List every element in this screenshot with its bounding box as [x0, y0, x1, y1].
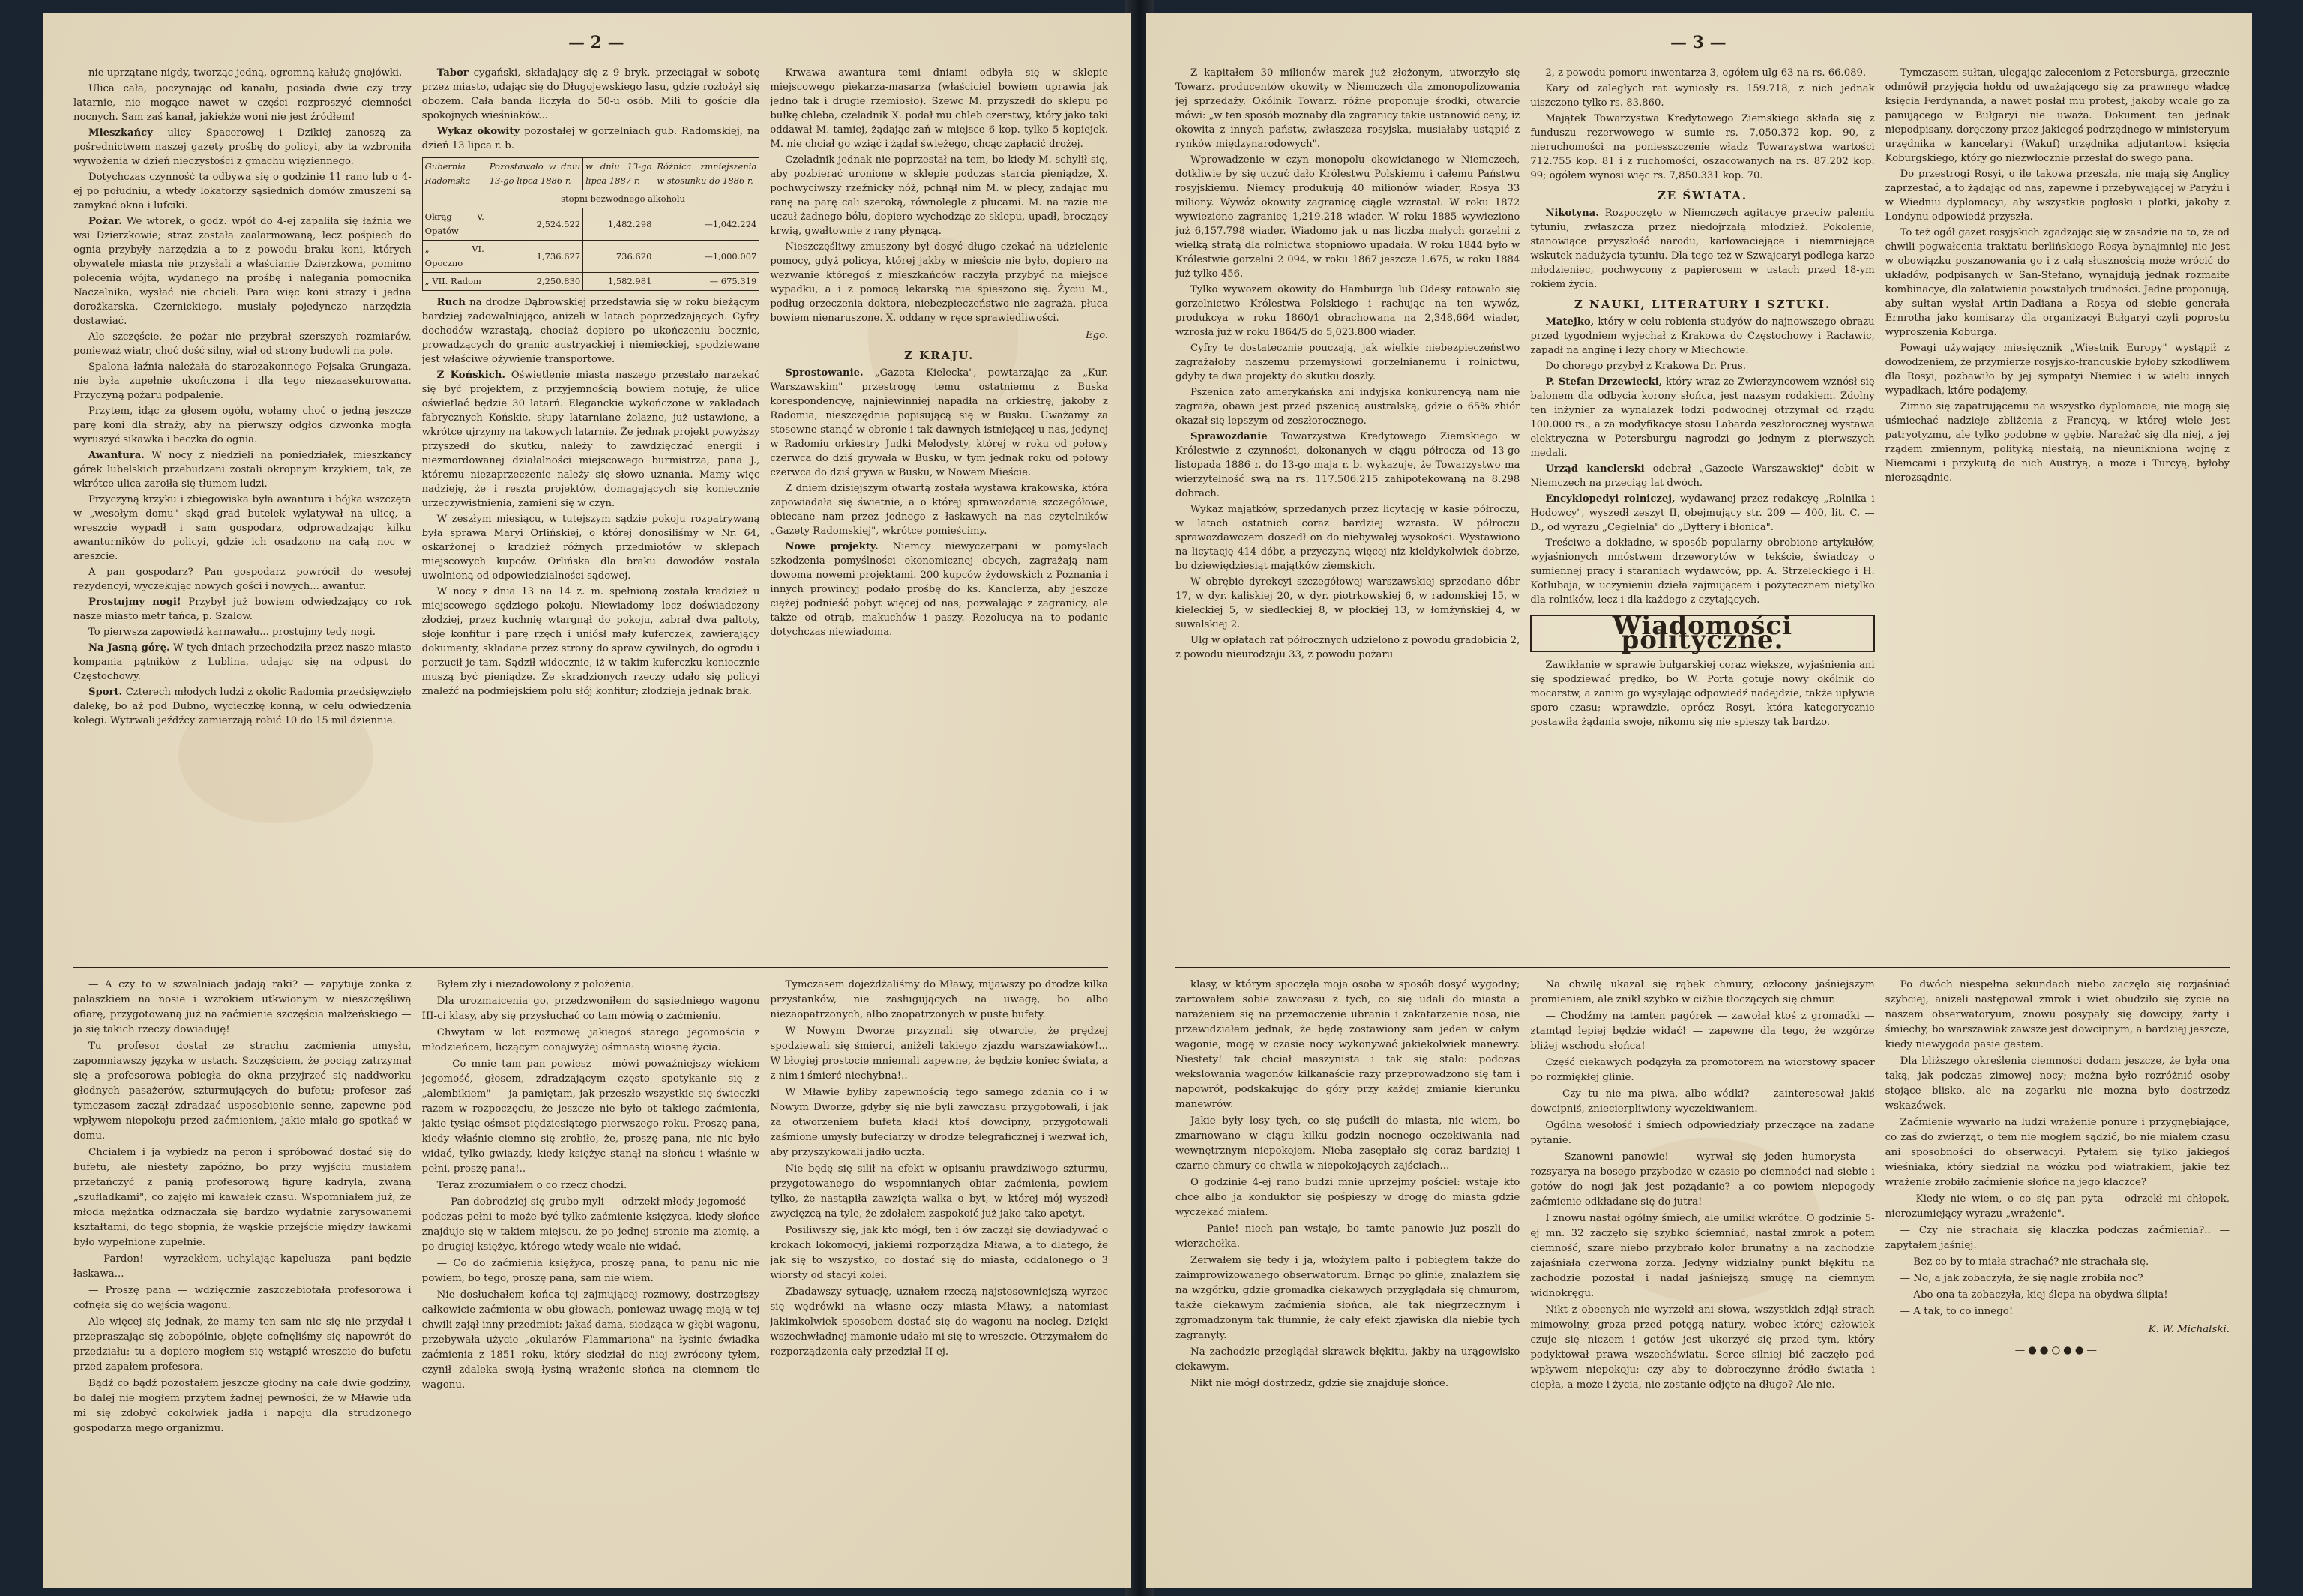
paragraph-text: Zawikłanie w sprawie bułgarskiej coraz większe, wyjaśnienia ani się spodziewać prędko, bo W. Porta gotuje nowy okólnik do mocarstw, a zanim go wysyłając odpowiedź nadejdzie, także upływie sporo czasu; wprawdzie, oprócz Rosyi, która kategorycznie postawiła żądania swoje, nikomu się nie spieszy tak bardzo.: [1530, 660, 1875, 728]
table-cell: 1,736.627: [487, 241, 582, 273]
paragraph-text: W obrębie dyrekcyi szczegółowej warszawskiej sprzedano dóbr 17, w dyr. kaliskiej 20, w dyr. piotrkowskiej 6, w radomskiej 15, w kieleckiej 5, w siedleckiej 8, w płockiej 13, w łomżyńskiej 4, w suwalskiej 2.: [1175, 576, 1520, 630]
paragraph-text: Cyfry te dostatecznie pouczają, jak wielkie niebezpieczeństwo zagrażałoby naszemu przemysłowi gorzelnianemu i rolnictwu, gdyby te dwa projekty do skutku doszły.: [1175, 343, 1520, 382]
paragraph-text: Czterech młodych ludzi z okolic Radomia przedsięwzięło dalekę, bo aż pod Dubno, wycieczkę konną, w celu odwiedzenia kolegi. Wytrwali jeźdźcy zamierzają robić 10 do 15 mil dziennie.: [73, 687, 412, 726]
paragraph: [1530, 978, 1874, 1008]
ornament: —●●○●●—: [2014, 1345, 2100, 1356]
paragraph-text: W Mławie byliby zapewnością tego samego zdania co i w Nowym Dworze, gdyby się nie byli zawczasu przygotowali, i jak za otworzeniem bufeta kładł ktoś dowcipny, przygotowali zaśmione umysły bufeciarzy w drodze telegraficznej i wezwał ich, aby przyszykowali jadło uczta.: [770, 1087, 1109, 1158]
paragraph: [770, 240, 1108, 325]
paragraph-text: We wtorek, o godz. wpół do 4-ej zapaliła się łaźnia we wsi Dzierzkowie; straż została zaalarmowaną, lecz pośpiech do ognia przybyły narzędzia a to z powodu braku koni, których obywatele miasta nie przysłali a właścianie Dzierzkowa, pomimo polecenia wójta, wydanego na prośbę i nalegania pomocnika Naczelnika, wysłać nie chcieli. Para więc koni strazy i jedna dorożkarska, Czernickiego, musiały pojedynczo narzędzia dostawiać.: [73, 216, 412, 327]
paragraph: [73, 1283, 412, 1313]
paragraph: [1885, 1223, 2230, 1253]
paragraph-text: Nieszczęśliwy zmuszony był dosyć długo czekać na udzielenie pomocy, gdyż policya, której jakby w mieście nie było, dopiero na wezwanie któregoś z mieszkańców raczyła przybyć na miejsce wypadku, a i z pomocą lekarską nie śpieszono się. Życiu M., podług orzeczenia doktora, niebezpieczeństwo nie zagraża, płuca bowiem nienaruszone. X. oddany w ręce sprawiedliwości.: [770, 241, 1109, 324]
paragraph: [73, 493, 412, 564]
table-cell: Okrąg V. Opatów: [422, 208, 487, 241]
paragraph-text: ulicy Spacerowej i Dzikiej zanoszą za pośrednictwem naszej gazety prośbę do policyi, aby ta wzbroniła wywożenia w dzień nieczystości z gmachu więziennego.: [73, 127, 412, 167]
paragraph-lead: Matejko,: [1545, 316, 1595, 328]
paragraph: [73, 1145, 412, 1250]
paragraph: [1530, 1118, 1874, 1148]
paragraph-lead: Z Końskich.: [436, 370, 505, 381]
paragraph-text: Ulica cała, poczynając od kanału, posiada dwie czy trzy latarnie, nie mogące nawet w części rozproszyć ciemności nocnych. Sam zaś kanał, jakiekże woni nie jest źródłem!: [73, 83, 412, 123]
right-page: [1146, 13, 2252, 1588]
paragraph: [1530, 1211, 1874, 1301]
paragraph: [73, 1039, 412, 1144]
paragraph: [73, 214, 412, 328]
paragraph: [422, 295, 760, 367]
paragraph: [422, 585, 760, 699]
paragraph-text: Przytem, idąc za głosem ogółu, wołamy choć o jedną jeszcze parę koni dla straży, aby na pierwszy odgłos dzwonka mogła wyruszyć sikawka i beczka do ognia.: [73, 406, 412, 445]
paragraph: [1885, 226, 2230, 340]
paragraph-text: Majątek Towarzystwa Kredytowego Ziemskiego składa się z funduszu rezerwowego w sumie rs. 7,050.372 kop. 90, z nieruchomości na poniesszczenie władz Towarzystwa wartości 712.755 kop. 81 i z ruchomości, oszacowanych na rs. 87.202 kop. 99; ogółem wynosi więc rs. 7,850.331 kop. 70.: [1530, 113, 1875, 181]
paragraph: [770, 153, 1108, 238]
paragraph-lead: Sport.: [88, 687, 123, 698]
table-row: [422, 273, 759, 291]
paragraph: [73, 360, 412, 403]
paragraph: [1885, 978, 2230, 1053]
signature: Ego.: [1086, 330, 1109, 341]
paragraph-text: Teraz zrozumiałem o co rzecz chodzi.: [436, 1180, 627, 1191]
paragraph-lead: Tabor: [436, 67, 469, 79]
paragraph: [73, 448, 412, 491]
paragraph-text: na drodze Dąbrowskiej przedstawia się w roku bieżącym bardziej zadowalniająco, aniżeli w latach poprzedzających. Cyfry dochodów wzrastają, chociaż dopiero po ukończeniu bocznic, prowadzących do granic austryackiej i niemieckiej, spodziewane jest właściwe ożywienie transportowe.: [421, 297, 760, 365]
paragraph-text: Dotychczas czynność ta odbywa się o godzinie 11 rano lub o 4-ej po południu, a wtedy lokatorzy sąsiednich domów zmuszeni są zamykać okna i lufciki.: [73, 172, 412, 211]
paragraph-text: Zimno się zapatrującemu na wszystko dyplomacie, nie mogą się uśmiechać nadzieje zbliżenia z Francyą, w której wiele jest patryotyzmu, ale tylko podobne w gębie. Narażać się dla niej, z jej rządem zmiennym, polityką niestałą, na nieunikniona wojnę z Niemcami i przykutą do nich Austryą, a może i Turcyą, byłoby nierozsądnie.: [1885, 401, 2230, 484]
paragraph-text: — Co do zaćmienia księżyca, proszę pana, to panu nic nie powiem, bo tego, proszę pana, sam nie wiem.: [421, 1258, 760, 1284]
paragraph-text: który wraz ze Zwierzyncowem wznósł się balonem dla odbycia korony słońca, jest nazsym rodakiem. Zdolny ten inżynier za wynalazek łodzi podwodnej otrzymał od rządu 100.000 rs., a za modyfikacye stosu Labarda zeszłorocznej wystawa elektryczna w Petersburgu nagrodzi go jednym z pierwszych medali.: [1530, 376, 1875, 459]
paragraph-text: — Kiedy nie wiem, o co się pan pyta — odrzekł mi chłopek, nierozumiejący wyrazu „wrażenie".: [1885, 1193, 2230, 1220]
paragraph: [422, 1178, 760, 1193]
paragraph-text: I znowu nastał ogólny śmiech, ale umilkł wkrótce. O godzinie 5-ej mn. 32 zaczęło się szybko ściemniać, nastał zmrok a potem ciemność, szare niebo przybrało kolor brunatny a na zachodzie zajaśniała czerwona zorza. Jedyny widzialny punkt błękitu na zachodzie pozostał i nadał jaśniejszą smugę na ciemnym widnokręgu.: [1530, 1213, 1875, 1299]
paragraph: [1530, 315, 1874, 358]
paragraph-lead: Na Jasną górę.: [88, 642, 170, 654]
paragraph-text: — Chodźmy na tamten pagórek — zawołał ktoś z gromadki — ztamtąd lepiej będzie widać! — zapewne dla tego, że wzgórze bliżej wschodu słońca!: [1530, 1011, 1875, 1052]
paragraph-text: Czeladnik jednak nie poprzestał na tem, bo kiedy M. schylił się, aby pozbierać uronione w sklepie podczas starcia pieniądze, X. pochwyciwszy rzeźnicky nóż, pchnął nim M. w plecy, zadając mu ranę na parę cali szeroką, równoległe z płucami. M. na razie nie uczuł żadnego bólu, dopiero wychodząc ze sklepu, upadł, broczący krwią, gwałtownie z rany płynącą.: [770, 154, 1109, 237]
column: [422, 66, 760, 966]
paragraph: [1885, 1192, 2230, 1222]
paragraph-lead: P. Stefan Drzewiecki,: [1545, 376, 1663, 388]
paragraph-text: Zaćmienie wywarło na ludzi wrażenie ponure i przygnębiające, co zaś do zwierząt, o tem nie mogłem sądzić, bo nie miałem czasu ani sposobności do obserwacyi. Pytałem się tylko jakiegoś wieśniaka, który siedział na wózku pod wiatrakiem, jakie też wrażenie zrobiło zaćmienie słońce na jego klaczce?: [1885, 1117, 2230, 1188]
paragraph: [1175, 633, 1520, 662]
page-number: — 3 —: [1670, 33, 1727, 52]
paragraph-text: który w celu robienia studyów do najnowszego obrazu przed tygodniem wyjechał z Krakowa do Częstochowy i Racławic, zapadł na anginę i leży chory w Miechowie.: [1530, 316, 1875, 356]
table-cell: „ VII. Radom: [422, 273, 487, 291]
paragraph: [770, 978, 1108, 1023]
paragraph: [1530, 112, 1874, 183]
paragraph: [73, 82, 412, 124]
paragraph-text: — A tak, to co innego!: [1900, 1306, 2014, 1317]
table-cell: 2,250.830: [487, 273, 582, 291]
paragraph: [770, 1285, 1108, 1360]
paragraph-text: Nikt nie mógł dostrzedz, gdzie się znajduje słońce.: [1190, 1378, 1449, 1389]
paragraph: [73, 404, 412, 447]
paragraph: [422, 66, 760, 123]
paragraph: [422, 1026, 760, 1056]
paragraph: [422, 124, 760, 153]
paragraph-lead: Nowe projekty.: [785, 541, 879, 552]
paragraph-text: Nie dosłuchałem końca tej zajmującej rozmowy, dostrzegłszy całkowicie zaćmienia w obu głowach, ponieważ uwagę moją w tej chwili zajął inny przedmiot: jakaś dama, siedząca w głębi wagonu, przebywała użycie „okularów Flammariona" na łysinie świadka zaćmienia z 1851 roku, który siedział do niej zwrócony tyłem, czynił zdaleka swoją łysiną wrażenie słońca na ciemnem tle wagonu.: [421, 1289, 760, 1391]
paragraph-text: Przybył już bowiem odwiedzający co rok nasze miasto metr tańca, p. Szalow.: [73, 597, 412, 622]
paragraph-text: Powagi używający miesięcznik „Wiestnik Europy" wystąpił z dowodzeniem, że przymierze rosyjsko-francuskie byłoby szkodliwem dla Rosyi, pozbawiło by jej sympatyi Niemiec i w wielu innych wypadkach, które podajemy.: [1885, 343, 2230, 397]
paragraph: [1530, 1009, 1874, 1054]
paragraph-text: W nocy z niedzieli na poniedziałek, mieszkańcy górek lubelskich przebudzeni zostali okropnym krzykiem, tak, że wkrótce ulica zaroiła się tłumem ludzi.: [73, 450, 412, 490]
paragraph-lead: Wykaz okowity: [436, 126, 520, 137]
paragraph: [73, 66, 412, 80]
paragraph: [73, 1252, 412, 1282]
paragraph: [770, 1162, 1108, 1222]
paragraph: [1530, 375, 1874, 460]
left-page: [43, 13, 1131, 1588]
paragraph: [422, 512, 760, 583]
paragraph: [422, 1288, 760, 1393]
paragraph-text: wydawanej przez redakcyę „Rolnika i Hodowcy", wyszedł zeszyt II, obejmujący str. 209 — 400, lit. C. — D., od wyrazu „Cegielnia" do „Dyftery i błonica".: [1530, 493, 1875, 533]
paragraph-text: To pierwsza zapowiedź karnawału... prostujmy tedy nogi.: [88, 627, 376, 638]
feuilleton-column: [73, 978, 412, 1558]
paragraph: [73, 625, 412, 639]
paragraph: [1530, 359, 1874, 373]
paragraph-text: Z kapitałem 30 milionów marek już złożonym, utworzyło się Towarz. producentów okowity w Niemczech dla zmonopolizowania jej sprzedaży. Okólnik Towarz. różne proponuje środki, otwarcie mówi: „w ten sposób możnaby dla zagranicy takie ustanowić ceny, iż okowita z innych państw, zwłaszcza rosyjska, musiałaby ustąpić z rynków międzynarodowych".: [1175, 67, 1520, 150]
paragraph: [1885, 1255, 2230, 1270]
paragraph: [1175, 385, 1520, 428]
paragraph-text: Niemcy niewyczerpani w pomysłach szkodzenia pomyślności ekonomicznej obcych, zagrażają nam dowoma nowemi projektami. 200 kupców żydowskich z Poznania i innych prowincyj podało prośbę do ks. Kanclerza, aby jeszcze ciężej podnieść pobyt więcej od nas, pozwalając z zagranicy, ale także od otrąb, makuchów i paszy. Rezolucya na to podanie dotychczas niewiadoma.: [770, 541, 1109, 638]
paragraph: [1175, 1175, 1520, 1220]
paragraph: [422, 368, 760, 511]
paragraph-text: Tylko wywozem okowity do Hamburga lub Odesy ratowało się gorzelnictwo Królestwa Polskiego i rachując na ten wywóz, produkcya w roku 1860/1 obrachowana na 2,348,664 wiader, wzrosła już w roku 1864/5 do 5,023.800 wiader.: [1175, 284, 1520, 338]
paragraph-text: Po dwóch niespełna sekundach niebo zaczęło się rozjaśniać szybciej, aniżeli następował zmrok i wiet obudziło się życie na naszem obserwatoryum, znowu posypały się dowcipy, żarty i śmiechy, bo warszawiak zawsze jest dowcipnym, a bardziej jeszcze, kiedy niewygoda pasie gestem.: [1885, 979, 2230, 1050]
paragraph: [73, 1376, 412, 1436]
paragraph-text: Chciałem i ja wybiedz na peron i spróbować dostać się do bufetu, ale niestety zapóźno, bo przy wyjściu musiałem przetańczyć z panią profesorową figurę kadryla, zwaną „szufladkami", co zajęło mi kawałek czasu. Wspomniałem już, że młoda mężatka odznaczała się bardzo wydatnie zarysowanemi kształtami, do tego stopnia, że wąskie przejście między ławkami było wypełnione zupełnie.: [73, 1147, 412, 1248]
table-row: [422, 241, 759, 273]
paragraph: [770, 481, 1108, 538]
paragraph: [1175, 1222, 1520, 1252]
paragraph-text: Na zachodzie przeglądał skrawek błękitu, jakby na urągowisko ciekawym.: [1175, 1346, 1520, 1373]
table-row: [422, 208, 759, 241]
paragraph-text: Oświetlenie miasta naszego przestało narzekać się być projektem, z przyjemnością bowiem notuję, że ulice oświetlać będzie 30 latarń. Eleganckie wykończone w zakładach fabrycznych Końskie, słupy latarniane żelazne, już ustawione, a wkrótce ujrzymy na takowych latarnie. Że jednak projekt powyższy przyszedł do skutku, należy to zawdzięczać energii i niezmordowanej działalności miejscowego burmistrza, pana J., któremu niezaprzeczenie należy się słowo uznania. Mamy więc nadzieję, że i reszta projektów, domagających się koniecznie urzeczywistnienia, zamieni się w czyn.: [421, 370, 760, 509]
paragraph-text: O godzinie 4-ej rano budzi mnie uprzejmy pościel: wstaje kto chce albo ja konduktor się pośpieszy w drogę do miasta gdzie wyczekać miałem.: [1175, 1177, 1520, 1218]
paragraph-text: — Szanowni panowie! — wyrwał się jeden humorysta — rozsyarya na bosego przybodze w czasie po ciemności nad siebie i gotów do nogi jak jest pożądanie? a co powiem niepogody zaćmienie odkładane się do jutra!: [1530, 1151, 1875, 1208]
paragraph: [1530, 1150, 1874, 1210]
paragraph: [422, 994, 760, 1024]
table-cell: — 675.319: [654, 273, 759, 291]
table-cell: 736.620: [583, 241, 654, 273]
paragraph: [73, 641, 412, 684]
paragraph-text: Byłem zły i niezadowolony z położenia.: [436, 979, 635, 990]
paragraph: [1175, 1345, 1520, 1375]
paragraph-text: Wykaz majątków, sprzedanych przez licytację w kasie półroczu, w latach ostatnich coraz bardziej wzrasta. W półroczu sprawozdawczem doszedł on do niebywałej wysokości. Wystawiono na licytację 414 dóbr, a przyczyną więcej niż kieldykolwiek dobrze, bo dziewiędziesiąt majątków ziemskich.: [1175, 504, 1520, 572]
paragraph-lead: Encyklopedyi rolniczej,: [1545, 493, 1676, 505]
paragraph-text: Ale szczęście, że pożar nie przybrał szerszych rozmiarów, ponieważ wiatr, choć dość silny, wiał od strony budowli na pole.: [73, 331, 412, 357]
paragraph: [1175, 341, 1520, 384]
paragraph: [73, 330, 412, 358]
paragraph-text: Rozpoczęto w Niemczech agitacye przeciw paleniu tytuniu, zwłaszcza przez niedojrzałą młodzież. Pokolenie, stanowiące przyszłość narodu, karłowaciejące i niemrniejące wskutek nadużycia tytuniu. Dla tego też w Szwajcaryi podlega karze młodzieniec, pochwycony z papierosem w ustach przed 18-ym rokiem życia.: [1530, 208, 1875, 290]
paragraph: [1530, 658, 1874, 729]
paragraph-text: Nikt z obecnych nie wyrzekł ani słowa, wszystkich zdjął strach mimowolny, groza przed potęgą natury, wobec której człowiek czuje się niczem i gotów jest ukorzyć się przed tym, który podyktował prawa wszechświatu. Serce silniej bić zaczęło pod wpływem niepokoju: czy aby to dobroczynne źródło światła i ciepła, a może i życia, nie zostanie odjęte na długo? Ale nie.: [1530, 1304, 1875, 1391]
paragraph: [770, 66, 1108, 151]
paragraph-text: — Abo ona ta zobaczyła, kiej ślepa na obydwa ślipia!: [1900, 1289, 2168, 1301]
paragraph: [1175, 430, 1520, 501]
paragraph-lead: Sprostowanie.: [785, 367, 864, 379]
paragraph-text: Spalona łaźnia należała do starozakonnego Pejsaka Grungaza, nie była zupełnie ukończona i dla tego niezaasekurowana. Przyczyną pożaru podpalenie.: [73, 361, 412, 401]
paragraph-text: 2, z powodu pomoru inwentarza 3, ogółem ulg 63 na rs. 66.089.: [1545, 67, 1867, 79]
paragraph-text: Krwawa awantura temi dniami odbyła się w sklepie miejscowego piekarza-masarza (właściciel bowiem uprawia jak jedno tak i drugie rzemiosło). Szewc M. przyszedł do sklepu po bułkę chleba, czeladnik X. podał mu chleb czerstwy, który jako taki oddawał M. tamiej, żądając zań w miejsce 6 kop. tylko 5 kopiejek. M. nie chciał go wziąć i żądał świeżego, chcąc zapłacić drożej.: [770, 67, 1109, 150]
paragraph: [1530, 492, 1874, 534]
table-header: Różnica zmniejszenia w stosunku do 1886 r.: [654, 158, 759, 190]
paragraph-lead: Nikotyna.: [1545, 208, 1599, 219]
paragraph-text: Zbadawszy sytuację, uznałem rzeczą najstosowniejszą wyrzec się wędrówki na własne oczy miasta Mławy, a natomiast jakimkolwiek sposobem dostać się do wagonu na nocleg. Dzięki wszechwładnej mamonie udało mi się to wreszcie. Otrzymałem do rozporządzenia cały przedział II-ej.: [770, 1286, 1109, 1358]
paragraph-lead: Pożar.: [88, 216, 122, 227]
feuilleton-column: [1175, 978, 1520, 1558]
paragraph: [422, 1195, 760, 1255]
paragraph-text: odebrał „Gazecie Warszawskiej" debit w Niemczech na przeciąg lat dwóch.: [1530, 463, 1875, 489]
paragraph: [770, 366, 1108, 480]
paragraph-text: Z dniem dzisiejszym otwartą została wystawa krakowska, która zapowiadała się świetnie, a o której sprawozdanie szczegółowe, obiecane nam przez jednego z łaskawych na nas czytelników „Gazety Radomskiej", wkrótce pomieścimy.: [770, 483, 1109, 537]
paragraph-lead: Urząd kanclerski: [1545, 463, 1645, 475]
paragraph: [1530, 1303, 1874, 1393]
section-heading: Z NAUKI, LITERATURY I SZTUKI.: [1574, 298, 1831, 311]
paragraph-text: — Czy nie strachała się klaczka podczas zaćmienia?.. — zapytałem jaśniej.: [1885, 1225, 2230, 1251]
paragraph-text: nie uprzątane nigdy, tworząc jedną, ogromną kałużę gnojówki.: [88, 67, 403, 79]
paragraph-text: Ogólna wesołość i śmiech odpowiedziały przeczące na zadane pytanie.: [1530, 1120, 1875, 1146]
paragraph: [73, 685, 412, 728]
paragraph: [1885, 1054, 2230, 1114]
paragraph-text: Tu profesor dostał ze strachu zaćmienia umysłu, zapomniawszy języka w ustach. Szczęściem, że pociąg zatrzymał się a profesorowa pobiegła do okna przyjrzeć się naddworku głodnych pasażerów, szturmujących do bufetu; profesor zaś tymczasem zaczął zdradzać usposobienie senne, zapewne pod wpływem niepokoju przed zaćmieniem, jakie miało go spotkać w domu.: [73, 1041, 412, 1142]
paragraph-text: Zerwałem się tedy i ja, włożyłem palto i pobiegłem także do zaimprowizowanego obserwatorum. Brnąc po glinie, znalazłem się na wzgórku, gdzie gromadka ciekawych przyglądała się chmurom, także ciekawym zaćmienia słońca, ale tak niegrzecznym i zgromadzonym tak tłumnie, że cały efekt zjawiska dla niebie tych zagranyły.: [1175, 1255, 1520, 1341]
section-divider: [1175, 967, 2230, 969]
paragraph-text: Posiliwszy się, jak kto mógł, ten i ów zaczął się dowiadywać o krokach lokomocyi, jakiemi rozporządza Mława, a to dlatego, że jak się to wszystko, co dostać się do miasta, oddalonego o 3 wiorsty od stacyi kolei.: [770, 1225, 1109, 1281]
paragraph: [422, 1256, 760, 1286]
table-cell: 2,524.522: [487, 208, 582, 241]
paragraph: [73, 170, 412, 213]
paragraph: [1175, 1114, 1520, 1174]
table-header: Pozostawało w dniu 13-go lipca 1886 r.: [487, 158, 582, 190]
paragraph: [1175, 575, 1520, 632]
feuilleton: [73, 978, 1108, 1558]
political-news-heading: Wiadomości polityczne.: [1530, 615, 1874, 652]
feuilleton-column: [1530, 978, 1874, 1558]
news-columns: [73, 66, 1108, 966]
paragraph-text: A pan gospodarz? Pan gospodarz powrócił do wesołej rezydencyi, wyczekując nowych gości i nowych... awantur.: [73, 567, 412, 592]
feuilleton: [1175, 978, 2230, 1558]
paragraph-text: Tymczasem dojeżdżaliśmy do Mławy, mijawszy po drodze kilka przystanków, nie zasługujących na uwagę, bo albo niezaopatrzonych, albo zaopatrzonych w puste bufety.: [770, 979, 1109, 1020]
feuilleton-column: [770, 978, 1108, 1558]
paragraph-text: — A czy to w szwalniach jadają raki? — zapytuje żonka z pałaszkiem na nosie i wzrokiem utkwionym w nieszczęśliwą ofiarę, przygotowaną już na zaćmienie szczęścia małżeńskiego — ja się takich rzeczy dowiaduję!: [73, 979, 412, 1035]
paragraph-lead: Awantura.: [88, 450, 145, 461]
column: [1175, 66, 1520, 966]
table-cell: —1,042.224: [654, 208, 759, 241]
paragraph: [1175, 1253, 1520, 1343]
paragraph: [1175, 502, 1520, 573]
paragraph: [1885, 167, 2230, 224]
paragraph-text: Przyczyną krzyku i zbiegowiska była awantura i bójka wszczęta w „wesołym domu" skąd grad butelek wylatywał na ulicę, a wreszcie wypadł i sam gospodarz, odprowadzając kilku awanturników do policyi, gdzie ich osadzono na całą noc w areszcie.: [73, 494, 412, 562]
paragraph-lead: Ruch: [436, 297, 466, 308]
feuilleton-column: [422, 978, 760, 1558]
section-heading: Z KRAJU.: [904, 349, 975, 362]
paragraph: [1175, 283, 1520, 340]
paragraph: [73, 126, 412, 169]
paragraph: [1885, 1288, 2230, 1303]
paragraph-text: W Nowym Dworze przyznali się otwarcie, że prędzej spodziewali się śmierci, aniżeli takiego zjazdu warszawiaków!... W błogiej prostocie mniemali zapewne, że będzie koniec świata, a z nim i śmierć niechybna!..: [770, 1026, 1109, 1082]
paragraph-text: Bądź co bądź pozostałem jeszcze głodny na całe dwie godziny, bo dalej nie mogłem przytem żadnej pewności, że w Mławie uda mi się zdobyć cokolwiek jadła i napoju dla strudzonego gospodarza mego organizmu.: [73, 1378, 412, 1434]
paragraph-lead: Prostujmy nogi!: [88, 597, 181, 608]
paragraph-text: — Pardon! — wyrzekłem, uchylając kapelusza — pani będzie łaskawa...: [73, 1253, 412, 1280]
paragraph-text: — No, a jak zobaczyła, że się nagle zrobiła noc?: [1900, 1273, 2143, 1284]
table-cell: —1,000.007: [654, 241, 759, 273]
paragraph-text: Na chwilę ukazał się rąbek chmury, ozłocony jaśniejszym promieniem, ale znikł szybko w ciżbie tłoczących się chmur.: [1530, 979, 1875, 1005]
paragraph: [770, 1024, 1108, 1084]
feuilleton-column: [1885, 978, 2230, 1558]
paragraph: [1530, 66, 1874, 80]
paragraph-text: To też ogół gazet rosyjskich zgadzając się w zasadzie na to, że od chwili pogwałcenia traktatu berlińskiego Rosya bynajmniej nie jest w obowiązku poszanowania go i z całą słusznością może wrócić do układów, podpisanych w San-Stefano, wynajdują jednak rozmaite kombinacye, dla załatwienia powstałych trudności. Jedne proponują, aby sułtan wysłał Artin-Dadiana a Rosya od siebie generała Ernrotha jako komisarzy dla organizacyi Bułgaryi czyli poprostu wyproszenia Koburga.: [1885, 227, 2230, 338]
paragraph-text: — Co mnie tam pan powiesz — mówi powaźniejszy wiekiem jegomość, głosem, zdradzającym często spotykanie się z „alembikiem" — ja pamiętam, jak przeszło wszystkie się świeczki razem w rozpoczęciu, że jeszcze nie było ot takiego zaćmienia, jakie tysiąc ośmset piędziesiątego pierwszego roku. Proszę pana, kiedy właśnie ciemno się zrobiło, że, proszę pana, nie nic było widać, tylko gwiazdy, kiedy księżyc stanął na słońcu i właśnie w pełni, proszę pana!..: [421, 1059, 760, 1175]
paragraph: [73, 595, 412, 624]
paragraph-text: Wprowadzenie w czyn monopolu okowicianego w Niemczech, dotkliwie by się uczuć dało Królestwu Polskiemu i całemu Państwu rosyjskiemu. Niemcy produkują 40 milionów wiader, Rosya 33 miliony. Wywóz okowity zagranicę ciągle wzrastał. W roku 1872 wywieziono zagranicę 1,219.218 wiader. W roku 1885 wywieziono już 6,157.798 wiader. Wiadomo jak u nas liczba małych gorzelni z wielką stratą dla rolnictwa stopniowo upadała. W roku 1844 było w Królestwie gorzelni 2 094, w roku 1867 jeszcze 1.675, w roku 1884 już tylko 456.: [1175, 154, 1520, 280]
paragraph-text: Nie będę się silił na efekt w opisaniu prawdziwego szturmu, przygotowanego do wspomnianych obiar zaćmienia, powiem tylko, że nastąpiła zawzięta walka o byt, w której mój wyszedł zwycięzcą na tyle, że zdołałem zaspokoić już jako tako apetyt.: [770, 1163, 1109, 1220]
paragraph-text: Towarzystwa Kredytowego Ziemskiego w Królestwie z czynności, dokonanych w ciągu półrocza od 13-go listopada 1886 r. do 13-go maja r. b. wykazuje, że Towarzystwo ma wierzytelność swą na rs. 117.506.215 zahipotekowaną na 8.298 dobrach.: [1175, 431, 1520, 499]
paragraph: [1530, 462, 1874, 490]
column: [1885, 66, 2230, 966]
paragraph-text: Do przestrogi Rosyi, o ile takowa przeszła, nie mają się Anglicy zaprzestać, a to żądając od nas, zapewne i przebywającej w Paryżu i w Wiedniu dyplomacyi, aby wszystkie pogłoski i plotki, jakoby z Londynu odpowiedź przyszła.: [1885, 169, 2230, 223]
paragraph-text: Część ciekawych podążyła za promotorem na wiorstowy spacer po rozmiękłej glinie.: [1530, 1057, 1875, 1083]
paragraph-text: Do chorego przybył z Krakowa Dr. Prus.: [1545, 361, 1746, 372]
paragraph: [1885, 1115, 2230, 1190]
paragraph-text: Tymczasem sułtan, ulegając zaleceniom z Petersburga, grzecznie odmówił przyjęcia hołdu od uważającego się za prawnego władcę księcia Ferdynanda, a nawet posłał mu protest, jakoby wcale go za panującego w Bułgaryi nie uważa. Dokument ten jednak niepodpisany, doręczony przez jakiegoś podrzędnego w ministeryum urzędnika w kancelaryi (Wakuf) urzędnika adjutantowi księcia Koburgskiego, który go niezwłocznie przesłał do swego pana.: [1885, 67, 2230, 164]
column: [770, 66, 1108, 966]
paragraph-text: Dla urozmaicenia go, przedzwoniłem do sąsiedniego wagonu III-ci klasy, aby się przysłuchać co tam mówią o zaćmieniu.: [421, 996, 760, 1022]
table-header: Gubernia Radomska: [422, 158, 487, 190]
paragraph: [1885, 66, 2230, 166]
paragraph: [1885, 1271, 2230, 1286]
paragraph-text: — Czy tu nie ma piwa, albo wódki? — zainteresował jakiś dowcipniś, zniecierpliwiony wyczekiwaniem.: [1530, 1088, 1875, 1115]
paragraph: [1530, 536, 1874, 607]
column: [1530, 66, 1874, 966]
paragraph: [1530, 1056, 1874, 1085]
paragraph-text: klasy, w którym spoczęła moja osoba w sposób dosyć wygodny; zartowałem sobie zawczasu z tych, co się udali do miasta a narażeniem się na przemoczenie ubrania i zakatarzenie nosa, nie przewidziałem jednak, że będę zostawiony sam jeden w całym wagonie, mogę w czasie nocy wykonywać jakiekolwiek manewry. Niestety! tak chciał maszynista i tak się stało: podczas wekslowania wagonów kilkanaście razy przeprowadzono się tam i napowrót, podskakując do góry przy każdej zmianie kierunku manewrów.: [1175, 979, 1520, 1110]
paragraph-lead: Sprawozdanie: [1190, 431, 1268, 442]
paragraph-text: Treściwe a dokładne, w sposób popularny obrobione artykułów, wyjaśnionych mnóstwem drzeworytów w tekście, świadczy o sumiennej pracy i staraniach wydawców, pp. A. Strzeleckiego i H. Kotlubaja, w uczynieniu dzieła zajmującem i pożytecznem nietylko dla rolników, lecz i dla każdego z czytających.: [1530, 537, 1875, 606]
paragraph: [1175, 66, 1520, 151]
paragraph-text: — Proszę pana — wdzięcznie zaszczebiotała profesorowa i cofnęła się do wejścia wagonu.: [73, 1285, 412, 1311]
table-subheader: stopni bezwodnego alkoholu: [487, 190, 759, 208]
paragraph: [1175, 978, 1520, 1112]
paragraph: [770, 1085, 1108, 1160]
paragraph: [422, 1057, 760, 1177]
paragraph-text: W tych dniach przechodziła przez nasze miasto kompania pątników z Lublina, udając się na odpust do Częstochowy.: [73, 642, 412, 682]
paragraph-text: Dla bliższego określenia ciemności dodam jeszcze, że była ona taką, jak podczas zimowej nocy; można było rozróżnić osoby stojące blisko, ale na zegarku nie można było dostrzedz wskazówek.: [1885, 1056, 2230, 1112]
paragraph: [1530, 1087, 1874, 1117]
paragraph-text: — Bez co by to miała strachać? nie strachała się.: [1900, 1256, 2149, 1268]
paragraph-text: Ulg w opłatach rat półrocznych udzielono z powodu gradobicia 2, z powodu nieurodzaju 33, z powodu pożaru: [1175, 635, 1520, 660]
section-divider: [73, 967, 1108, 969]
page-number: — 2 —: [568, 33, 624, 52]
table-cell: „ VI. Opoczno: [422, 241, 487, 273]
paragraph-text: Pszenica zato amerykańska ani indyjska konkurencyą nam nie zagraża, obawa jest przed pszenicą australską, gdzie o 65% zbiór okazał się lepszym od zeszłorocznego.: [1175, 387, 1520, 427]
paragraph-text: W nocy z dnia 13 na 14 z. m. spełnioną została kradzież u miejscowego sędziego pokoju. Niewiadomy lecz doświadczony złodziej, przez kuchnię wtargnął do pokoju, zabrał dwa paltoty, słoje konfitur i parę rzęch i uniósł mały kuferczek, zawierający dokumenty, składane przez strony do spraw cywilnych, do ogrodu i porzucił je tam. Sądził widocznie, iż w takim kuferczku koniecznie muszą być pieniądze. Ze skradzionych rzeczy udało się policyi znaleźć na podmiejskiem polu słój konfitur; złodzieja jednak brak.: [421, 586, 760, 697]
table-cell: 1,482.298: [583, 208, 654, 241]
paragraph-text: Chwytam w lot rozmowę jakiegoś starego jegomościa z młodzieńcem, liczącym conajwyżej ośmnastą wiosnę życia.: [421, 1027, 760, 1053]
paragraph-text: Kary od zaległych rat wyniosły rs. 159.718, z nich jednak uiszczono tylko rs. 83.860.: [1530, 83, 1875, 109]
paragraph: [1885, 400, 2230, 485]
paragraph: [1175, 153, 1520, 281]
paragraph: [73, 1315, 412, 1375]
paragraph: [1530, 206, 1874, 292]
section-heading: ZE ŚWIATA.: [1657, 189, 1748, 202]
column: [73, 66, 412, 966]
paragraph-text: W zeszłym miesiącu, w tutejszym sądzie pokoju rozpatrywaną była sprawa Maryi Orlińskiej, o której donosiliśmy w Nr. 64, oskarżonej o kradzież różnych przedmiotów w sklepach miejscowych kupców. Orlińska dla braku dowodów została uwolnioną od odpowiedzialności sądowej.: [421, 514, 760, 582]
paragraph: [770, 540, 1108, 639]
paragraph-text: — Panie! niech pan wstaje, bo tamte panowie już poszli do wierzchołka.: [1175, 1223, 1520, 1250]
paragraph: [73, 565, 412, 594]
paragraph-text: Jakie były losy tych, co się puścili do miasta, nie wiem, bo zmarnowano w ciągu kilku godzin nocnego oczekiwania nad wewnętrznym niepokojem. Nieba zasępiało się coraz bardziej i czarne chmury co chwila w niepokojących zajściach...: [1175, 1115, 1520, 1172]
paragraph: [770, 1223, 1108, 1283]
spirits-table: [422, 157, 760, 291]
table-cell: 1,582.981: [583, 273, 654, 291]
paragraph: [422, 978, 760, 993]
paragraph-lead: Mieszkańcy: [88, 127, 153, 139]
paragraph-text: Ale więcej się jednak, że mamy ten sam nic się nie przydał i przepraszając się zobopólnie, objęte cofnęliśmy się napowrót do przedziału: tu a dopiero mogłem się wstąpić wreszcie do bufetu przed zapałem profesora.: [73, 1316, 412, 1373]
news-columns: [1175, 66, 2230, 966]
paragraph: [1175, 1376, 1520, 1391]
paragraph: [1530, 82, 1874, 110]
paragraph-text: pozostałej w gorzelniach gub. Radomskiej, na dzień 13 lipca r. b.: [421, 126, 760, 151]
paragraph-text: cygański, składający się z 9 bryk, przeciągał w sobotę przez miasto, udając się do Długojewskiego lasu, gdzie rozłożył się obozem. Cała banda liczyła do 50-u osób. Mili to goście dla spokojnych wieśniaków...: [421, 67, 760, 121]
paragraph-text: — Pan dobrodziej się grubo myli — odrzekł młody jegomość — podczas pełni to może być tylko zaćmienie księżyca, kiedy słońce znajduje się w takiem miejscu, że po jednej stronie ma ziemię, a po drugiej księżyc, którego wtedy wcale nie widać.: [421, 1196, 760, 1253]
paragraph-text: „Gazeta Kielecka", powtarzając za „Kur. Warszawskim" przestrogę temu ostatniemu z Buska korespondencyę, najniewinniej napadła na orkiestrę, jakoby z Radomia, nieszczędnie popisującą się w Busku. Uważamy za stosowne stanąć w obronie i tak dawnych istniejącej u nas, jedynej w Radomiu orkiestry Judki Melodysty, której w roku od połowy czerwca do dziś grywała w Busku, w tym jednak roku od połowy czerwca do dziś grywa w Busku, w Nowem Mieście.: [770, 367, 1109, 478]
paragraph: [73, 978, 412, 1038]
table-header: w dniu 13-go lipca 1887 r.: [583, 158, 654, 190]
signature: K. W. Michalski.: [2148, 1324, 2230, 1335]
paragraph: [1885, 341, 2230, 398]
paragraph: [1885, 1304, 2230, 1319]
